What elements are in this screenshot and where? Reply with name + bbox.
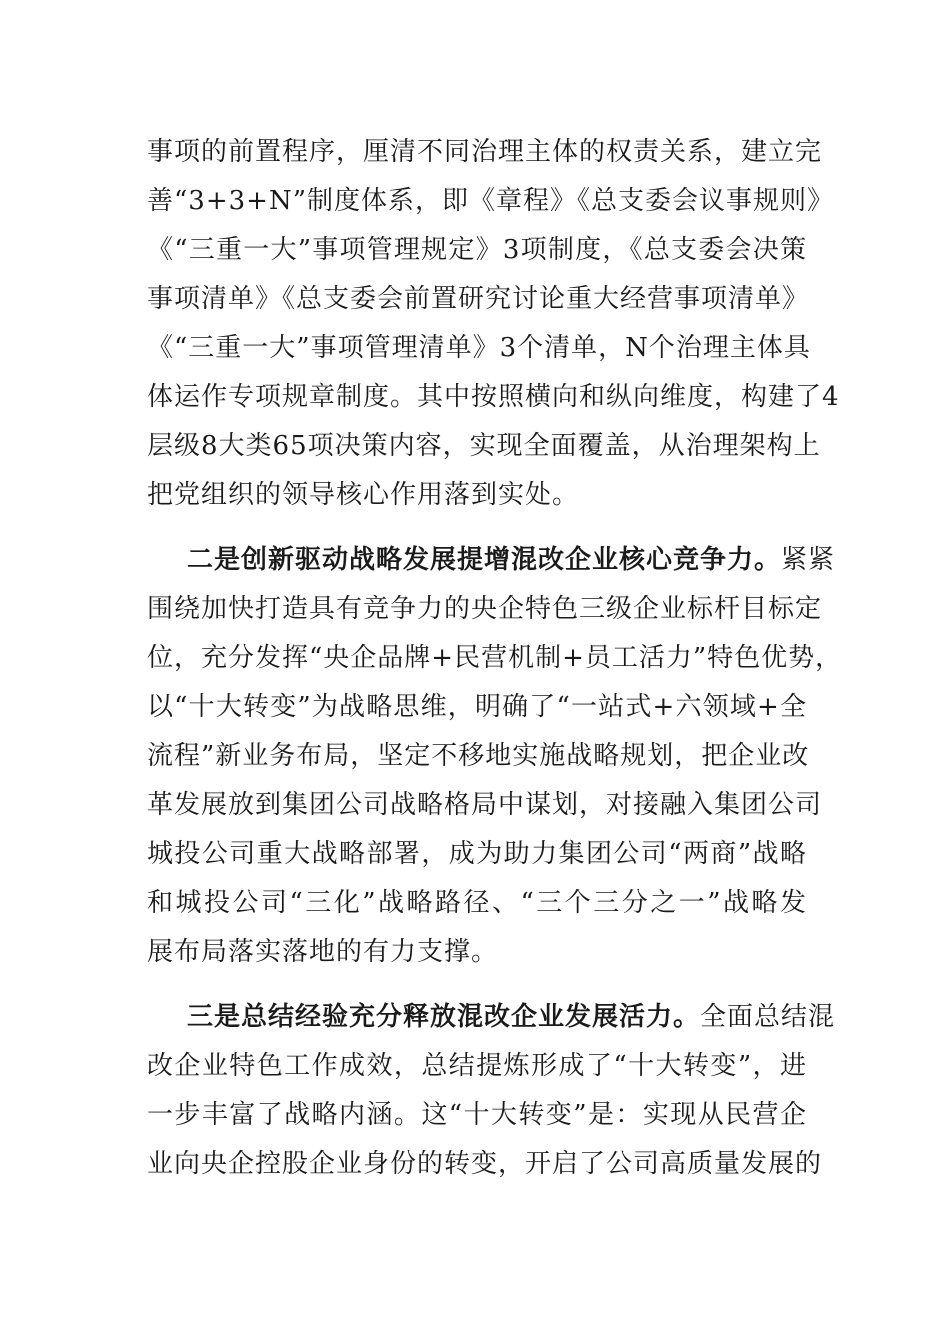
paragraph-heading: 三是总结经验充分释放混改企业发展活力。 [187, 1002, 701, 1032]
text-line: 以“十大转变”为战略思维，明确了“一站式+六领域+全 [147, 692, 807, 722]
text-line: 改企业特色工作成效，总结提炼形成了“十大转变”，进 [147, 1051, 807, 1081]
text-line: 流程”新业务布局，坚定不移地实施战略规划，把企业改 [147, 741, 810, 771]
text-line: 展布局落实落地的有力支撑。 [147, 937, 499, 967]
document-body [147, 128, 843, 1189]
text-line: 善“3+3+N”制度体系，即《章程》《总支委会议事规则》 [147, 186, 834, 216]
text-line: 《“三重一大”事项管理规定》3项制度，《总支委会决策 [147, 235, 807, 265]
paragraph-spacer [147, 520, 807, 536]
text-line: 《“三重一大”事项管理清单》3个清单，N个治理主体具 [147, 333, 811, 363]
paragraph-3 [147, 993, 836, 1189]
paragraph-spacer [147, 977, 807, 993]
text-line: 事项清单》《总支委会前置研究讨论重大经营事项清单》 [147, 284, 810, 314]
paragraph-2 [147, 536, 843, 977]
text-line: 业向央企控股企业身份的转变，开启了公司高质量发展的 [147, 1149, 823, 1179]
text-line: 一步丰富了战略内涵。这“十大转变”是：实现从民营企 [147, 1100, 807, 1130]
text-line: 和城投公司“三化”战略路径、“三个三分之一”战略发 [147, 888, 807, 918]
paragraph-text: 全面总结混 [700, 1002, 836, 1032]
text-line: 层级8大类65项决策内容，实现全面覆盖，从治理架构上 [147, 431, 821, 461]
text-line: 位，充分发挥“央企品牌+民营机制+员工活力”特色优势， [147, 643, 843, 673]
text-line: 事项的前置程序，厘清不同治理主体的权责关系，建立完 [147, 137, 823, 167]
text-line: 围绕加快打造具有竞争力的央企特色三级企业标杆目标定 [147, 594, 823, 624]
text-line: 城投公司重大战略部署，成为助力集团公司“两商”战略 [147, 839, 807, 869]
text-line: 把党组织的领导核心作用落到实处。 [147, 480, 580, 510]
paragraph-first-line [147, 536, 836, 585]
paragraph-1 [147, 128, 840, 520]
paragraph-first-line [147, 993, 836, 1042]
text-line: 革发展放到集团公司战略格局中谋划，对接融入集团公司 [147, 790, 823, 820]
text-line: 体运作专项规章制度。其中按照横向和纵向维度，构建了4 [147, 382, 840, 412]
paragraph-heading: 二是创新驱动战略发展提增混改企业核心竞争力。 [187, 545, 782, 575]
paragraph-text: 紧紧 [781, 545, 836, 575]
